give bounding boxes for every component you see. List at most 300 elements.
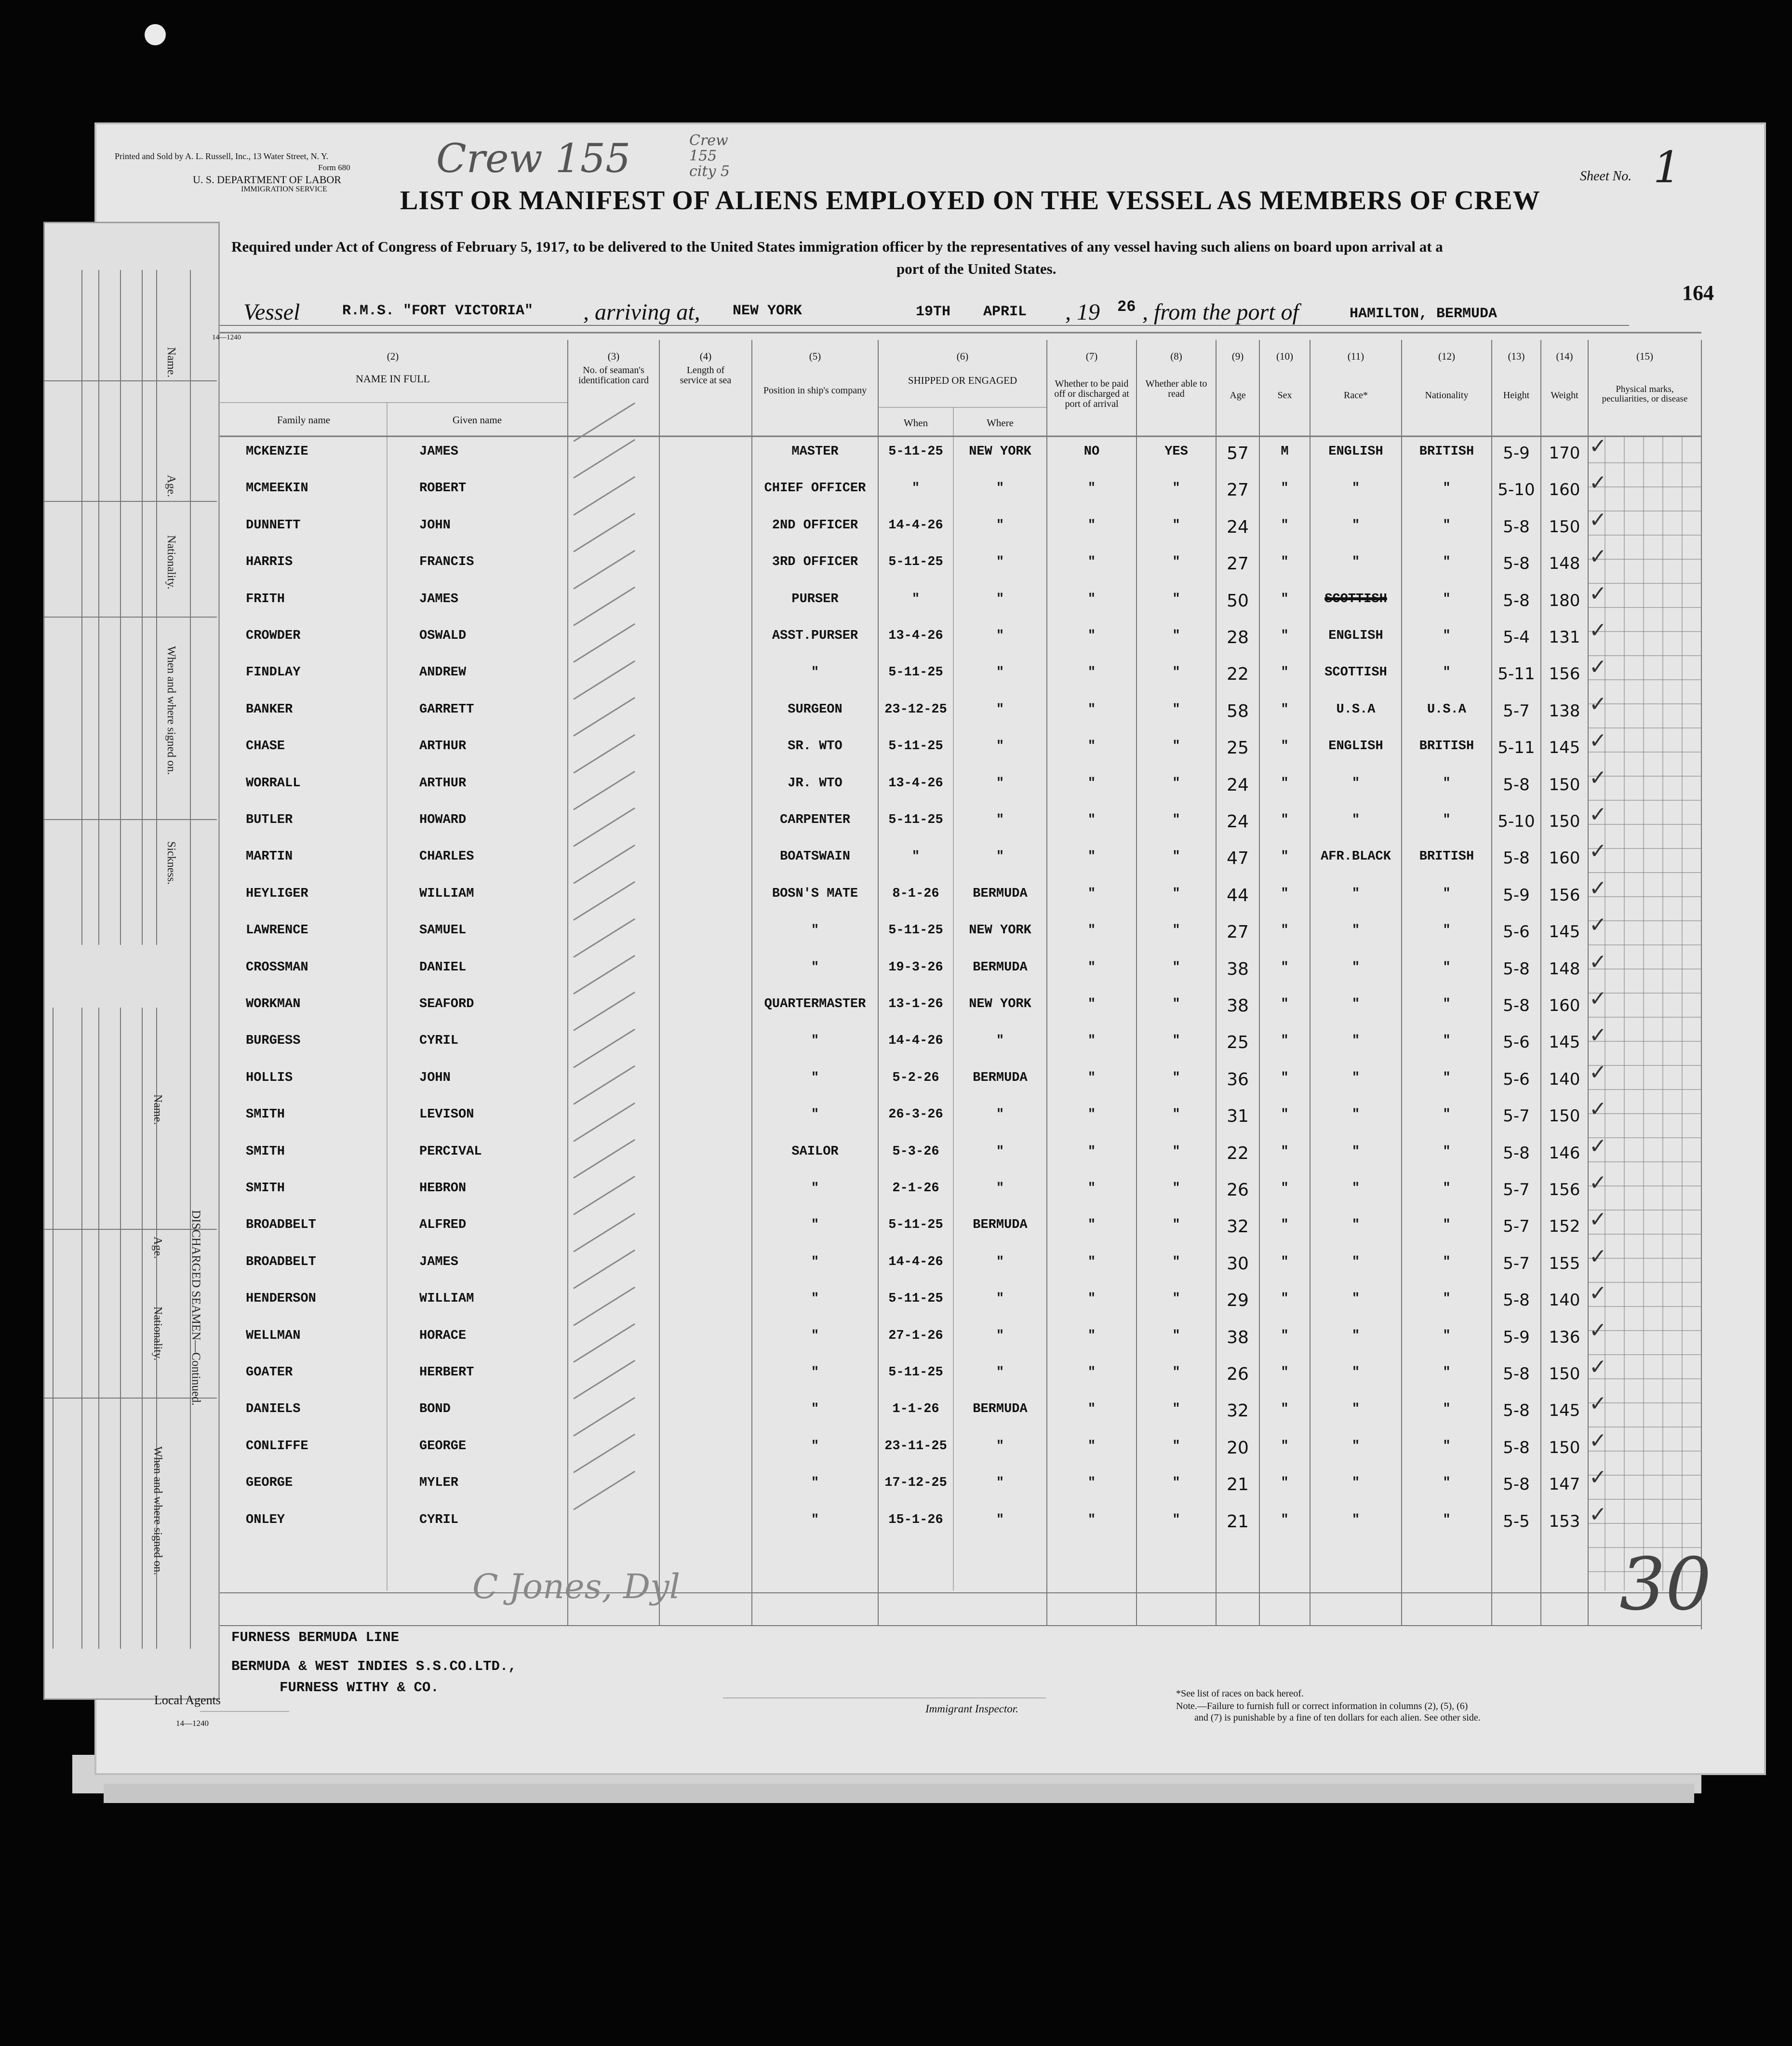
inspector-label: Immigrant Inspector. [925, 1703, 1018, 1715]
check-mark-icon: ✓ [1589, 1097, 1607, 1122]
family-name: FINDLAY [246, 665, 301, 680]
age: 29 [1227, 1291, 1249, 1311]
races-note: *See list of races on back hereof. [1176, 1688, 1304, 1699]
slip-label-when-where-2: When and where signed on. [151, 1446, 164, 1575]
shipped-where: " [996, 1512, 1004, 1527]
sex: " [1281, 849, 1289, 864]
nationality: " [1443, 813, 1451, 827]
shipped-when: 13-1-26 [888, 997, 943, 1011]
shipped-when: 19-3-26 [888, 960, 943, 975]
position: " [811, 1070, 819, 1085]
given-name: HEBRON [419, 1181, 467, 1196]
shipped-where: BERMUDA [973, 1218, 1028, 1233]
age: 30 [1227, 1253, 1249, 1274]
shipped-when: 26-3-26 [888, 1107, 943, 1122]
check-mark-icon: ✓ [1589, 986, 1607, 1011]
able-to-read: " [1172, 592, 1180, 606]
age: 58 [1227, 701, 1249, 721]
col-4-number: (4) [699, 350, 712, 362]
check-mark-icon: ✓ [1589, 728, 1607, 754]
race: " [1351, 1144, 1360, 1159]
col-8-number: (8) [1170, 350, 1182, 362]
paid-off: " [1087, 1439, 1096, 1454]
age: 44 [1227, 885, 1249, 905]
nationality: " [1443, 960, 1451, 975]
family-name: WORRALL [246, 776, 301, 791]
given-name: JAMES [419, 592, 459, 606]
check-mark-icon: ✓ [1589, 1502, 1607, 1527]
weight: 145 [1549, 1401, 1580, 1421]
given-name: HORACE [419, 1328, 467, 1343]
paid-off: NO [1083, 444, 1100, 459]
check-mark-icon: ✓ [1589, 691, 1607, 716]
position: CARPENTER [780, 813, 850, 827]
height: 5-8 [1503, 775, 1530, 794]
nationality: " [1443, 481, 1451, 496]
paid-off: " [1087, 997, 1096, 1011]
family-name: FRITH [246, 592, 285, 606]
shipped-where: " [996, 1365, 1004, 1380]
nationality: " [1443, 1144, 1451, 1159]
age: 27 [1227, 922, 1249, 942]
shipped-when: 14-4-26 [888, 1034, 943, 1049]
age: 21 [1227, 1475, 1249, 1495]
col-7-title: Whether to be paid off or discharged at port of arrival [1054, 378, 1129, 409]
col-13-title: Height [1503, 390, 1530, 401]
shipped-where: " [996, 1144, 1004, 1159]
height: 5-8 [1503, 996, 1530, 1015]
given-name: ROBERT [419, 481, 467, 496]
sex: " [1281, 886, 1289, 901]
height: 5-8 [1503, 517, 1530, 537]
shipped-where: " [996, 702, 1004, 717]
race: " [1351, 1402, 1360, 1417]
shipped-where: " [996, 1107, 1004, 1122]
nationality: " [1443, 1402, 1451, 1417]
height: 5-7 [1503, 1253, 1530, 1273]
given-name: ARTHUR [419, 739, 467, 754]
family-name: DUNNETT [246, 518, 301, 533]
age: 32 [1227, 1401, 1249, 1421]
shipped-where: " [996, 592, 1004, 606]
nationality: " [1443, 1218, 1451, 1233]
shipped-where: BERMUDA [973, 1402, 1028, 1417]
position: BOSN'S MATE [772, 886, 858, 901]
col-15-title: Physical marks, peculiarities, or disease [1602, 384, 1688, 404]
weight: 170 [1549, 444, 1580, 463]
height: 5-4 [1503, 628, 1530, 647]
slip-vertical-title: DISCHARGED SEAMEN—Continued. [189, 1210, 202, 1406]
col-6-where-header: Where [987, 417, 1014, 429]
position: SURGEON [788, 702, 843, 717]
position: " [811, 1181, 819, 1196]
paid-off: " [1087, 555, 1096, 570]
position: " [811, 1292, 819, 1306]
check-mark-icon: ✓ [1589, 1355, 1607, 1379]
age: 24 [1227, 517, 1249, 537]
race: " [1351, 886, 1360, 901]
family-name: ONLEY [246, 1512, 285, 1527]
shipped-when: 5-11-25 [888, 1292, 943, 1306]
col-14-title: Weight [1551, 390, 1578, 401]
col-6-title: SHIPPED OR ENGAGED [908, 375, 1017, 386]
height: 5-6 [1503, 1033, 1530, 1052]
vessel-name: R.M.S. "FORT VICTORIA" [342, 303, 534, 319]
family-name: HOLLIS [246, 1070, 293, 1085]
sex: " [1281, 813, 1289, 827]
given-name: JOHN [419, 1070, 451, 1085]
height: 5-8 [1503, 848, 1530, 868]
able-to-read: " [1172, 1181, 1180, 1196]
arrival-month: APRIL [983, 304, 1027, 320]
weight: 152 [1549, 1217, 1580, 1237]
position: PURSER [791, 592, 839, 606]
col-5-number: (5) [809, 350, 821, 362]
col-8-title: Whether able to read [1145, 378, 1207, 399]
shipped-when: 5-11-25 [888, 444, 943, 459]
sex: " [1281, 1070, 1289, 1085]
paid-off: " [1087, 776, 1096, 791]
paid-off: " [1087, 1144, 1096, 1159]
able-to-read: " [1172, 555, 1180, 570]
shipped-where: " [996, 1292, 1004, 1306]
paid-off: " [1087, 1365, 1096, 1380]
age: 24 [1227, 812, 1249, 832]
paid-off: " [1087, 629, 1096, 643]
sex: " [1281, 1181, 1289, 1196]
given-name: HERBERT [419, 1365, 474, 1380]
nationality: " [1443, 1439, 1451, 1454]
position: SAILOR [791, 1144, 839, 1159]
shipped-where: NEW YORK [969, 444, 1031, 459]
race: AFR.BLACK [1321, 849, 1391, 864]
nationality: BRITISH [1419, 739, 1474, 754]
height: 5-10 [1498, 480, 1535, 500]
sex: " [1281, 665, 1289, 680]
able-to-read: " [1172, 1292, 1180, 1306]
sex: M [1281, 444, 1289, 459]
col-15-number: (15) [1636, 350, 1653, 362]
position: " [811, 1328, 819, 1343]
nationality: " [1443, 997, 1451, 1011]
age: 21 [1227, 1511, 1249, 1532]
able-to-read: " [1172, 1476, 1180, 1491]
shipped-where: NEW YORK [969, 997, 1031, 1011]
nationality: " [1443, 923, 1451, 938]
nationality: " [1443, 1070, 1451, 1085]
given-name: ARTHUR [419, 776, 467, 791]
shipped-where: " [996, 776, 1004, 791]
given-name: FRANCIS [419, 555, 474, 570]
check-mark-icon: ✓ [1589, 765, 1607, 790]
age: 38 [1227, 996, 1249, 1016]
able-to-read: " [1172, 1254, 1180, 1269]
able-to-read: " [1172, 813, 1180, 827]
check-mark-icon: ✓ [1589, 1391, 1607, 1416]
race: ENGLISH [1328, 739, 1383, 754]
paid-off: " [1087, 702, 1096, 717]
paid-off: " [1087, 1181, 1096, 1196]
nationality: BRITISH [1419, 849, 1474, 864]
shipped-when: 1-1-26 [892, 1402, 939, 1417]
check-mark-icon: ✓ [1589, 618, 1607, 643]
paid-off: " [1087, 592, 1096, 606]
shipped-where: " [996, 1181, 1004, 1196]
nationality: " [1443, 1328, 1451, 1343]
shipped-where: " [996, 1439, 1004, 1454]
shipped-where: " [996, 629, 1004, 643]
given-name: DANIEL [419, 960, 467, 975]
able-to-read: " [1172, 1439, 1180, 1454]
able-to-read: " [1172, 518, 1180, 533]
department-name: U. S. DEPARTMENT OF LABOR [193, 174, 341, 186]
shipped-when: 23-11-25 [884, 1439, 947, 1454]
race: " [1351, 1254, 1360, 1269]
agent-line-3: FURNESS WITHY & CO. [280, 1680, 439, 1696]
given-name: CYRIL [419, 1512, 459, 1527]
arriving-label: , arriving at, [583, 299, 700, 325]
shipped-when: 5-11-25 [888, 1218, 943, 1233]
age: 27 [1227, 554, 1249, 574]
paid-off: " [1087, 1218, 1096, 1233]
height: 5-7 [1503, 1217, 1530, 1237]
family-name: WORKMAN [246, 997, 301, 1011]
shipped-where: BERMUDA [973, 960, 1028, 975]
family-name: CROWDER [246, 629, 301, 643]
slip-label-age: Age. [165, 475, 177, 497]
race: " [1351, 1439, 1360, 1454]
check-mark-icon: ✓ [1589, 544, 1607, 569]
height: 5-5 [1503, 1511, 1530, 1531]
page-title: LIST OR MANIFEST OF ALIENS EMPLOYED ON THE VESSEL AS MEMBERS OF CREW [400, 186, 1540, 215]
height: 5-10 [1498, 812, 1535, 831]
race: " [1351, 518, 1360, 533]
nationality: " [1443, 1292, 1451, 1306]
sex: " [1281, 1365, 1289, 1380]
shipped-where: " [996, 739, 1004, 754]
shipped-when: 5-2-26 [892, 1070, 939, 1085]
check-mark-icon: ✓ [1589, 434, 1607, 458]
nationality: " [1443, 776, 1451, 791]
race: " [1351, 481, 1360, 496]
given-name: SEAFORD [419, 997, 474, 1011]
race: " [1351, 1512, 1360, 1527]
position: 3RD OFFICER [772, 555, 858, 570]
age: 50 [1227, 591, 1249, 611]
note-line-2: and (7) is punishable by a fine of ten dollars for each alien. See other side. [1194, 1712, 1481, 1723]
given-name: WILLIAM [419, 1292, 474, 1306]
slip-label-name-2: Name. [151, 1094, 164, 1125]
shipped-where: " [996, 1476, 1004, 1491]
paid-off: " [1087, 481, 1096, 496]
weight: 145 [1549, 922, 1580, 942]
sheet-label: Sheet No. [1580, 169, 1632, 184]
shipped-when: 27-1-26 [888, 1328, 943, 1343]
able-to-read: " [1172, 1034, 1180, 1049]
form-number: Form 680 [318, 163, 350, 172]
check-mark-icon: ✓ [1589, 1281, 1607, 1306]
given-name: JOHN [419, 518, 451, 533]
family-name: MCKENZIE [246, 444, 308, 459]
race: " [1351, 1328, 1360, 1343]
shipped-when: " [911, 849, 920, 864]
given-name: ALFRED [419, 1218, 467, 1233]
given-name: MYLER [419, 1476, 459, 1491]
slip-label-nationality-2: Nationality. [151, 1306, 164, 1361]
age: 47 [1227, 848, 1249, 869]
weight: 140 [1549, 1291, 1580, 1310]
age: 25 [1227, 1033, 1249, 1053]
shipped-when: 5-11-25 [888, 923, 943, 938]
sex: " [1281, 1144, 1289, 1159]
able-to-read: " [1172, 1218, 1180, 1233]
height: 5-6 [1503, 1069, 1530, 1089]
position: CHIEF OFFICER [764, 481, 866, 496]
position: " [811, 960, 819, 975]
family-name: WELLMAN [246, 1328, 301, 1343]
able-to-read: " [1172, 1402, 1180, 1417]
given-name: CYRIL [419, 1034, 459, 1049]
paid-off: " [1087, 849, 1096, 864]
col-5-title: Position in ship's company [763, 385, 867, 396]
family-name: SMITH [246, 1181, 285, 1196]
check-mark-icon: ✓ [1589, 1207, 1607, 1232]
weight: 180 [1549, 591, 1580, 610]
weight: 138 [1549, 701, 1580, 721]
shipped-when: " [911, 592, 920, 606]
col-12-number: (12) [1438, 350, 1455, 362]
slip-label-when-where: When and where signed on. [165, 646, 177, 775]
from-port-label: , from the port of [1142, 299, 1299, 325]
age: 38 [1227, 1327, 1249, 1347]
sex: " [1281, 739, 1289, 754]
family-name: LAWRENCE [246, 923, 308, 938]
weight: 156 [1549, 1180, 1580, 1199]
sex: " [1281, 629, 1289, 643]
year-prefix: , 19 [1065, 299, 1100, 325]
agent-line-1: FURNESS BERMUDA LINE [231, 1629, 400, 1645]
arriving-at: NEW YORK [733, 303, 802, 319]
check-mark-icon: ✓ [1589, 875, 1607, 901]
weight: 153 [1549, 1511, 1580, 1531]
paid-off: " [1087, 1476, 1096, 1491]
shipped-when: 5-11-25 [888, 1365, 943, 1380]
col-2-title: NAME IN FULL [356, 373, 430, 385]
shipped-where: " [996, 555, 1004, 570]
vessel-label: Vessel [243, 299, 300, 325]
col-9-number: (9) [1231, 350, 1244, 362]
sex: " [1281, 997, 1289, 1011]
check-mark-icon: ✓ [1589, 1171, 1607, 1195]
shipped-where: " [996, 813, 1004, 827]
position: " [811, 1476, 819, 1491]
position: " [811, 1218, 819, 1233]
check-mark-icon: ✓ [1589, 1244, 1607, 1269]
sex: " [1281, 592, 1289, 606]
shipped-when: 8-1-26 [892, 886, 939, 901]
sex: " [1281, 1439, 1289, 1454]
able-to-read: " [1172, 1144, 1180, 1159]
handwritten-crew-count: Crew 155 [436, 136, 631, 182]
shipped-when: 23-12-25 [884, 702, 947, 717]
family-name: HARRIS [246, 555, 293, 570]
paid-off: " [1087, 813, 1096, 827]
position: " [811, 1107, 819, 1122]
given-name: SAMUEL [419, 923, 467, 938]
col-10-number: (10) [1276, 350, 1293, 362]
position: QUARTERMASTER [764, 997, 866, 1011]
service-name: IMMIGRATION SERVICE [241, 185, 327, 193]
paid-off: " [1087, 518, 1096, 533]
weight: 145 [1549, 1033, 1580, 1052]
col-7-number: (7) [1085, 350, 1098, 362]
shipped-when: 14-4-26 [888, 1254, 943, 1269]
col-11-title: Race* [1344, 390, 1368, 401]
local-agents-label: Local Agents [154, 1693, 221, 1707]
family-name: CONLIFFE [246, 1439, 308, 1454]
check-mark-icon: ✓ [1589, 1465, 1607, 1490]
form-code-top: 14—1240 [212, 334, 241, 341]
shipped-when: 13-4-26 [888, 776, 943, 791]
col-14-number: (14) [1556, 350, 1573, 362]
handwritten-total: 30 [1619, 1543, 1712, 1627]
age: 38 [1227, 959, 1249, 979]
check-mark-icon: ✓ [1589, 471, 1607, 496]
age: 28 [1227, 628, 1249, 647]
able-to-read: YES [1164, 444, 1188, 459]
paid-off: " [1087, 1107, 1096, 1122]
slip-label-name: Name. [165, 347, 177, 378]
able-to-read: " [1172, 960, 1180, 975]
paid-off: " [1087, 960, 1096, 975]
given-name: PERCIVAL [419, 1144, 482, 1159]
shipped-when: 2-1-26 [892, 1181, 939, 1196]
shipped-where: " [996, 1034, 1004, 1049]
weight: 131 [1549, 628, 1580, 647]
col-3-number: (3) [607, 350, 620, 362]
age: 20 [1227, 1438, 1249, 1458]
able-to-read: " [1172, 849, 1180, 864]
able-to-read: " [1172, 776, 1180, 791]
sex: " [1281, 1402, 1289, 1417]
nationality: " [1443, 629, 1451, 643]
weight: 150 [1549, 775, 1580, 794]
able-to-read: " [1172, 997, 1180, 1011]
paid-off: " [1087, 739, 1096, 754]
weight: 150 [1549, 1106, 1580, 1126]
agent-line-2: BERMUDA & WEST INDIES S.S.CO.LTD., [231, 1658, 517, 1674]
height: 5-11 [1498, 738, 1535, 758]
family-name: HEYLIGER [246, 886, 308, 901]
weight: 136 [1549, 1327, 1580, 1347]
sheet-number: 1 [1653, 142, 1681, 193]
sex: " [1281, 776, 1289, 791]
paid-off: " [1087, 1070, 1096, 1085]
given-name: JAMES [419, 444, 459, 459]
age: 25 [1227, 738, 1249, 758]
year-suffix: 26 [1117, 298, 1136, 316]
shipped-when: 17-12-25 [884, 1476, 947, 1491]
race: " [1351, 776, 1360, 791]
sex: " [1281, 555, 1289, 570]
col-13-number: (13) [1508, 350, 1525, 362]
height: 5-9 [1503, 885, 1530, 905]
able-to-read: " [1172, 1328, 1180, 1343]
slip-label-sickness: Sickness. [165, 841, 177, 885]
subtitle-line-1: Required under Act of Congress of February 5, 1917, to be delivered to the United States immigration officer by the representatives of any vessel having such aliens on board upon arrival at a [231, 238, 1443, 255]
from-port: HAMILTON, BERMUDA [1350, 306, 1498, 322]
col-2-number: (2) [387, 350, 399, 362]
